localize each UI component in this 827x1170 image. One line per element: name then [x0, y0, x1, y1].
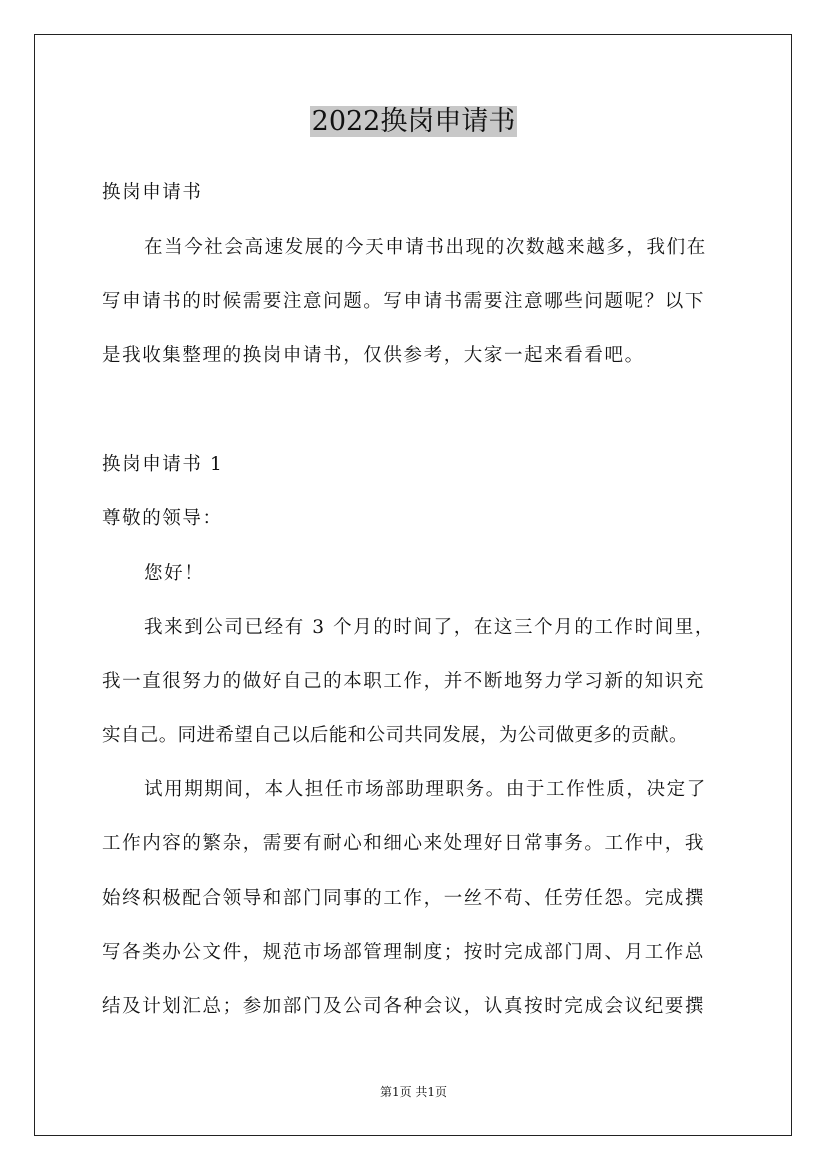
document-title: 2022换岗申请书 — [311, 106, 516, 137]
intro-line-1: 在当今社会高速发展的今天申请书出现的次数越来越多，我们在 — [144, 237, 707, 258]
para1-line-3: 实自己。同进希望自己以后能和公司共同发展，为公司做更多的贡献。 — [102, 725, 688, 746]
para2-line-1: 试用期期间，本人担任市场部助理职务。由于工作性质，决定了 — [144, 779, 707, 800]
intro-line-2: 写申请书的时候需要注意问题。写申请书需要注意哪些问题呢？以下 — [102, 291, 706, 312]
section-heading: 换岗申请书 1 — [102, 454, 224, 475]
intro-line-3: 是我收集整理的换岗申请书，仅供参考，大家一起来看看吧。 — [102, 345, 645, 366]
intro-heading: 换岗申请书 — [102, 182, 203, 203]
para1-line-2: 我一直很努力的做好自己的本职工作，并不断地努力学习新的知识充 — [102, 671, 706, 692]
para2-line-4: 写各类办公文件，规范市场部管理制度；按时完成部门周、月工作总 — [102, 942, 706, 963]
para2-line-3: 始终积极配合领导和部门同事的工作，一丝不苟、任劳任怨。完成撰 — [102, 888, 706, 909]
para1-line-1: 我来到公司已经有 3 个月的时间了，在这三个月的工作时间里， — [144, 617, 716, 638]
para2-line-5: 结及计划汇总；参加部门及公司各种会议，认真按时完成会议纪要撰 — [102, 996, 706, 1017]
salutation: 尊敬的领导： — [102, 508, 223, 529]
greeting: 您好！ — [144, 563, 205, 584]
page-footer: 第1页 共1页 — [379, 1085, 448, 1099]
para2-line-2: 工作内容的繁杂，需要有耐心和细心来处理好日常事务。工作中，我 — [102, 833, 706, 854]
